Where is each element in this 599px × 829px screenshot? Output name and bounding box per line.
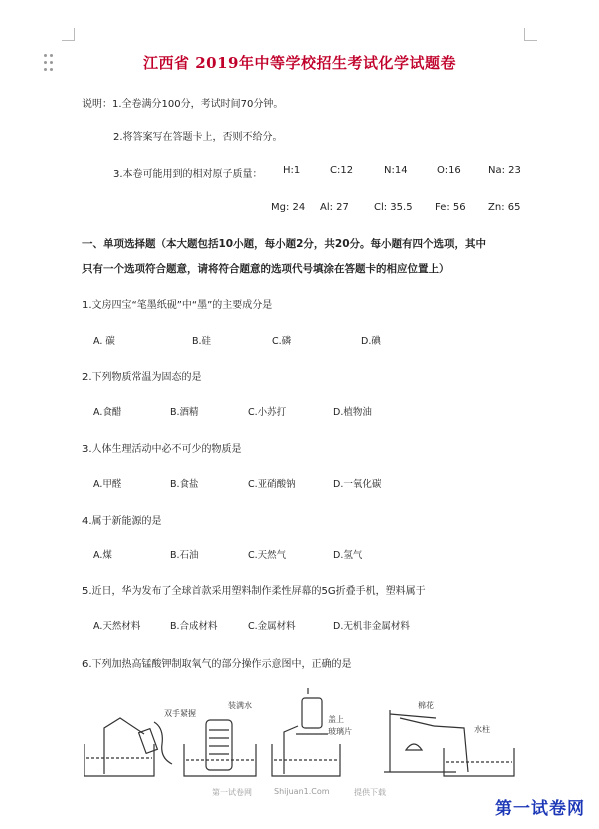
question-3-option-c[interactable]: C.亚硝酸钠 [248,479,296,490]
question-2-option-d[interactable]: D.植物油 [333,407,372,418]
label-water: 装满水 [228,701,252,710]
footer-mid: Shijuan1.Com [274,787,330,796]
question-4-option-d[interactable]: D.氢气 [333,550,363,561]
question-4-stem: 4.属于新能源的是 [82,516,162,527]
figure-a-airtightness-check [84,718,172,776]
question-1-option-d[interactable]: D.碘 [361,336,381,347]
section-heading-line1: 一、单项选择题（本大题包括10小题，每小题2分，共20分。每小题有四个选项，其中 [82,238,487,250]
question-1-option-b[interactable]: B.硅 [192,336,212,347]
question-3-stem: 3.人体生理活动中必不可少的物质是 [82,444,242,455]
label-cotton: 棉花 [418,701,434,710]
mass-h: H:1 [283,165,301,176]
footer-left: 第一试卷网 [212,788,252,797]
question-6-figures [84,688,534,780]
question-5-option-a[interactable]: A.天然材料 [93,621,141,632]
question-2-option-b[interactable]: B.酒精 [170,407,199,418]
question-3-option-b[interactable]: B.食盐 [170,479,199,490]
note-2: 2.将答案写在答题卡上，否则不给分。 [113,132,283,143]
mass-mg: Mg: 24 [271,202,306,213]
question-6-stem: 6.下列加热高锰酸钾制取氧气的部分操作示意图中，正确的是 [82,659,352,670]
question-1-option-c[interactable]: C.磷 [272,336,292,347]
question-5-option-c[interactable]: C.金属材料 [248,621,296,632]
mass-cl: Cl: 35.5 [374,202,413,213]
mass-c: C:12 [330,165,354,176]
page-corner-mark-left [62,28,75,41]
footer-right: 提供下载 [354,788,386,797]
question-5-stem: 5.近日，华为发布了全球首款采用塑料制作柔性屏幕的5G折叠手机，塑料属于 [82,586,426,597]
note-1: 说明：1.全卷满分100分，考试时间70分钟。 [82,99,284,110]
mass-al: Al: 27 [320,202,349,213]
question-2-option-a[interactable]: A.食醋 [93,407,122,418]
label-glass-2: 玻璃片 [328,727,352,736]
question-2-option-c[interactable]: C.小苏打 [248,407,287,418]
mass-na: Na: 23 [488,165,521,176]
question-3-option-d[interactable]: D.一氧化碳 [333,479,382,490]
question-4-option-b[interactable]: B.石油 [170,550,199,561]
mass-zn: Zn: 65 [488,202,521,213]
question-5-option-b[interactable]: B.合成材料 [170,621,218,632]
lab-apparatus-drawings [84,688,534,780]
site-brand-logo: 第一试卷网 [495,799,585,819]
label-glass-1: 盖上 [328,715,344,724]
page-corner-mark-right [524,28,537,41]
note-3: 3.本卷可能用到的相对原子质量： [113,169,263,180]
label-hands: 双手紧握 [164,709,196,718]
mass-n: N:14 [384,165,408,176]
question-3-option-a[interactable]: A.甲醛 [93,479,122,490]
mass-o: O:16 [437,165,461,176]
question-1-option-a[interactable]: A. 碳 [93,336,115,347]
question-2-stem: 2.下列物质常温为固态的是 [82,372,202,383]
section-heading-line2: 只有一个选项符合题意，请将符合题意的选项代号填涂在答题卡的相应位置上） [82,263,450,275]
question-4-option-a[interactable]: A.煤 [93,550,112,561]
mass-fe: Fe: 56 [435,202,466,213]
label-water-column: 水柱 [474,725,490,734]
exam-title: 江西省 2019年中等学校招生考试化学试题卷 [143,54,456,72]
figure-b-collecting-bottle [184,720,256,776]
question-1-stem: 1.文房四宝“笔墨纸砚”中“墨”的主要成分是 [82,300,273,311]
question-5-option-d[interactable]: D.无机非金属材料 [333,621,410,632]
figure-d-heating-setup [384,710,514,776]
question-4-option-c[interactable]: C.天然气 [248,550,287,561]
